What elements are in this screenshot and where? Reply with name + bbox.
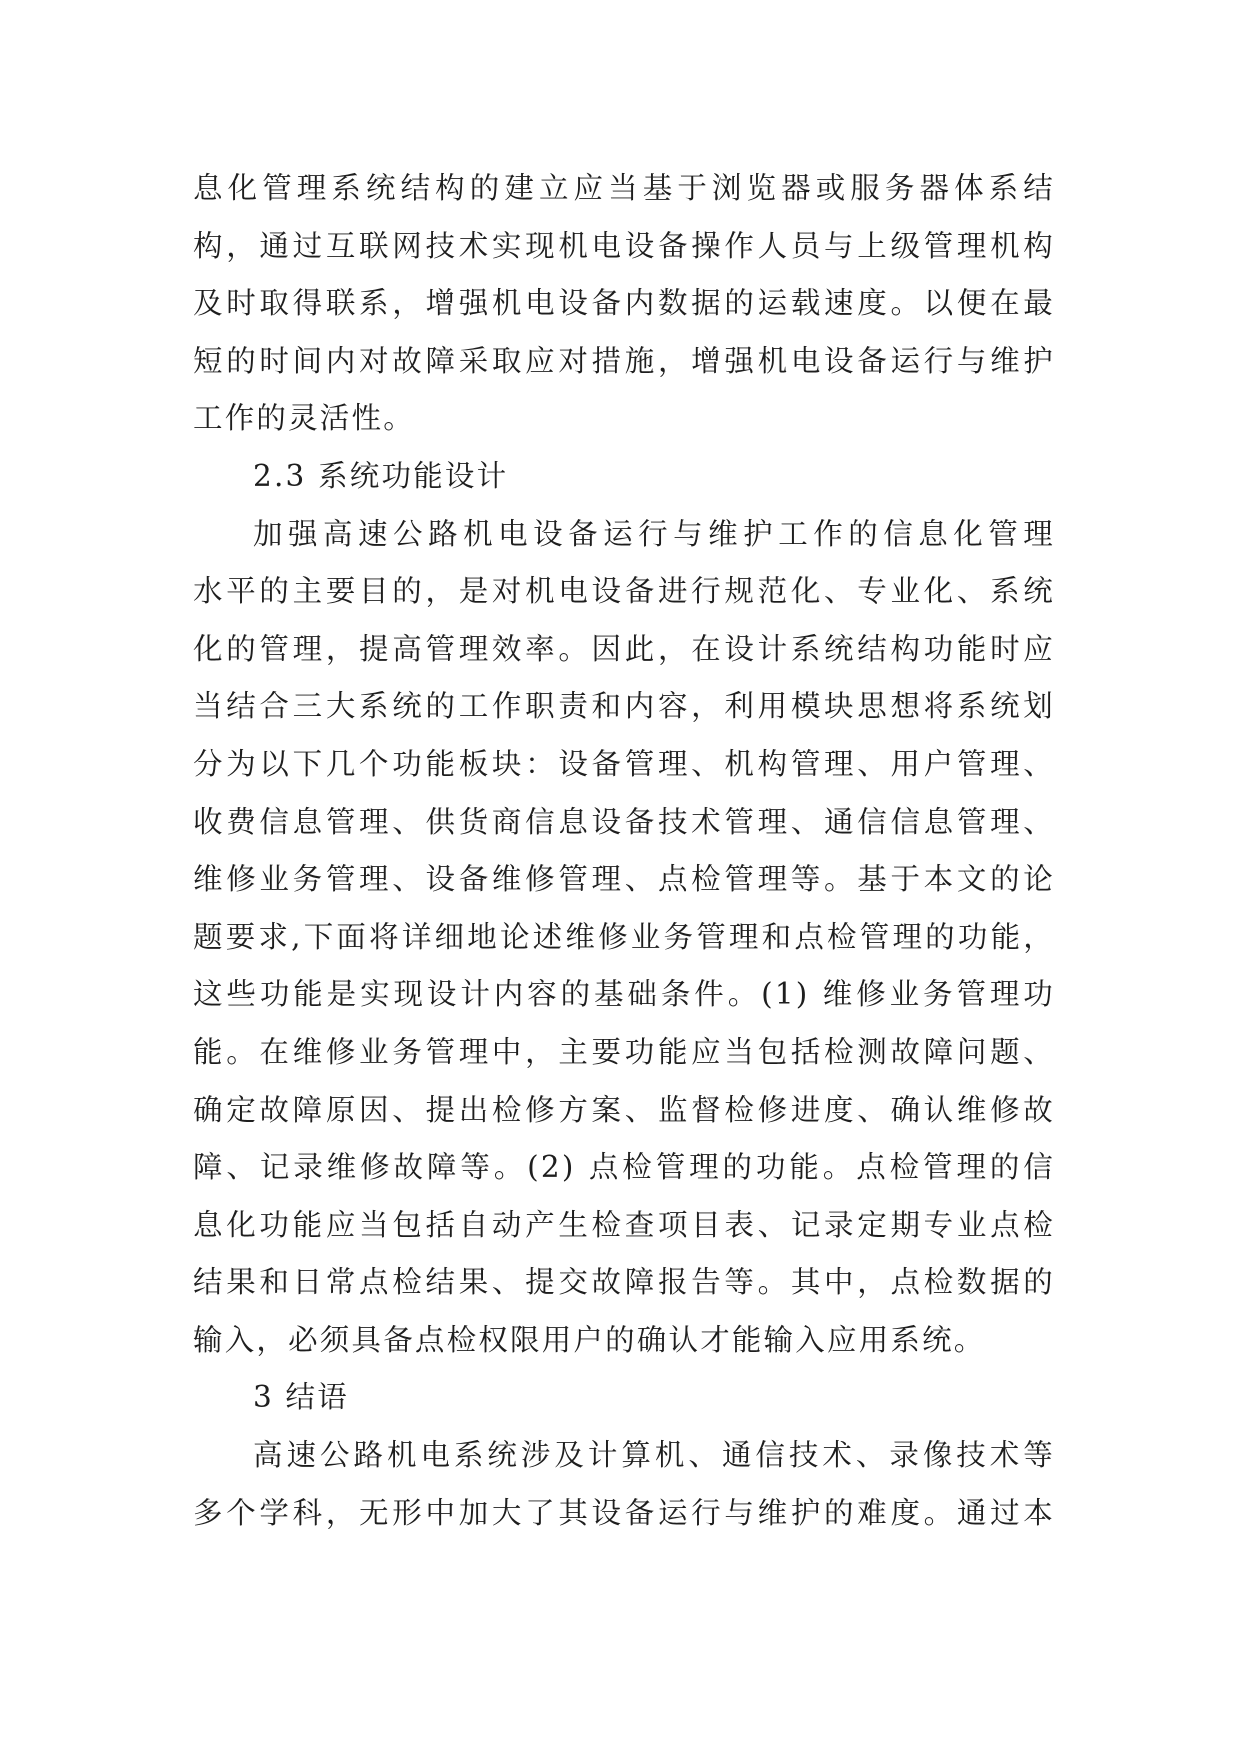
- text-line: 息化管理系统结构的建立应当基于浏览器或服务器体系结: [193, 171, 1055, 205]
- text-line: 能。在维修业务管理中，主要功能应当包括检测故障问题、: [193, 1034, 1055, 1069]
- text-line: 及时取得联系，增强机电设备内数据的运载速度。以便在最: [193, 286, 1055, 321]
- text-line: 多个学科，无形中加大了其设备运行与维护的难度。通过本: [193, 1495, 1055, 1530]
- text-line: 水平的主要目的，是对机电设备进行规范化、专业化、系统: [193, 574, 1055, 609]
- text-line: 这些功能是实现设计内容的基础条件。(1) 维修业务管理功: [193, 977, 1055, 1012]
- text-line: 当结合三大系统的工作职责和内容，利用模块思想将系统划: [193, 689, 1055, 724]
- section-heading: 3 结语: [253, 1380, 349, 1415]
- text-line: 确定故障原因、提出检修方案、监督检修进度、确认维修故: [193, 1092, 1055, 1127]
- text-line: 构，通过互联网技术实现机电设备操作人员与上级管理机构: [193, 228, 1055, 263]
- text-line: 收费信息管理、供货商信息设备技术管理、通信信息管理、: [193, 804, 1055, 839]
- text-line: 障、记录维修故障等。(2) 点检管理的功能。点检管理的信: [193, 1150, 1055, 1185]
- text-line: 维修业务管理、设备维修管理、点检管理等。基于本文的论: [193, 862, 1055, 897]
- text-line: 分为以下几个功能板块：设备管理、机构管理、用户管理、: [193, 746, 1055, 781]
- text-line: 结果和日常点检结果、提交故障报告等。其中，点检数据的: [193, 1265, 1055, 1300]
- text-line: 工作的灵活性。: [193, 401, 415, 436]
- document-body: [193, 160, 1055, 1542]
- paragraph-first-line: 高速公路机电系统涉及计算机、通信技术、录像技术等: [253, 1438, 1055, 1473]
- text-line: 化的管理，提高管理效率。因此，在设计系统结构功能时应: [193, 631, 1055, 666]
- text-line: 题要求,下面将详细地论述维修业务管理和点检管理的功能，: [193, 919, 1055, 954]
- paragraph-first-line: 加强高速公路机电设备运行与维护工作的信息化管理: [253, 516, 1055, 551]
- text-line: 输入，必须具备点检权限用户的确认才能输入应用系统。: [193, 1322, 986, 1357]
- text-line: 息化功能应当包括自动产生检查项目表、记录定期专业点检: [193, 1207, 1055, 1242]
- text-line: 短的时间内对故障采取应对措施，增强机电设备运行与维护: [193, 343, 1055, 378]
- section-heading: 2.3 系统功能设计: [253, 458, 509, 493]
